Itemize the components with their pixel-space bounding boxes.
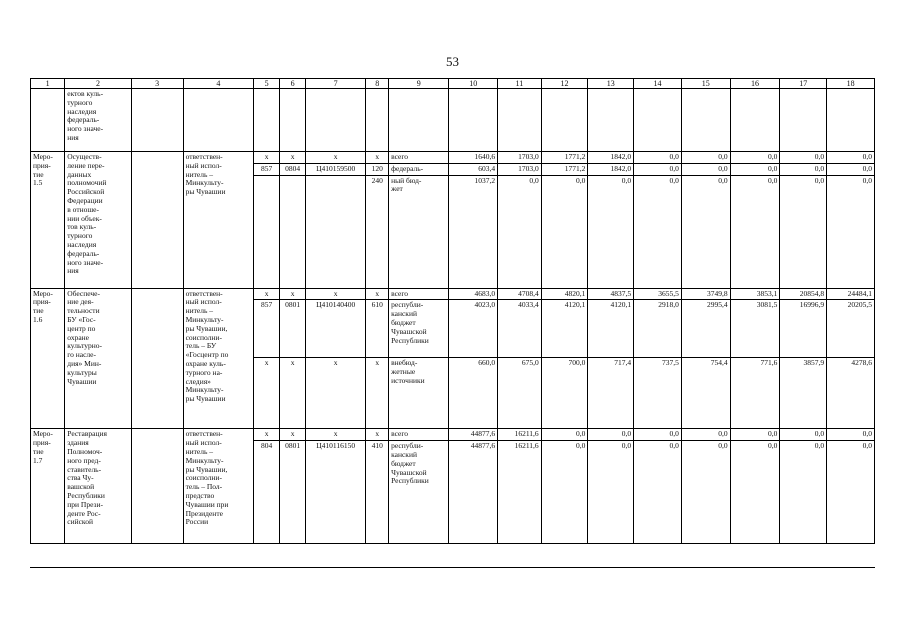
- code-col8: 240: [366, 175, 389, 288]
- header-col-11: 11: [498, 79, 542, 89]
- code-col7: [306, 175, 366, 288]
- amount-col10: 44877,6: [449, 429, 498, 441]
- amount-col11: 1703,0: [498, 163, 542, 175]
- funding-source: [389, 175, 449, 288]
- code-col6: 0801: [280, 300, 306, 358]
- text-line: тие: [33, 306, 44, 316]
- amount-col10: 660,0: [449, 358, 498, 429]
- text-line: ный испол-: [185, 160, 222, 170]
- budget-table: [30, 78, 875, 544]
- text-line: Осуществ-: [67, 152, 102, 161]
- amount-col16: 0,0: [730, 441, 780, 544]
- code-col8: 120: [366, 163, 389, 175]
- code-col5: x: [254, 429, 280, 441]
- cell-col8: [366, 89, 389, 152]
- amount-col13: 0,0: [588, 429, 634, 441]
- code-col6: 0801: [280, 441, 306, 544]
- code-col8: x: [366, 288, 389, 300]
- text-line: Минкульту-: [185, 178, 224, 188]
- code-col8: x: [366, 152, 389, 164]
- text-line: ние дея-: [67, 297, 94, 307]
- header-col-3: 3: [131, 79, 183, 89]
- amount-col11: 16211,6: [498, 429, 542, 441]
- header-col-9: 9: [389, 79, 449, 89]
- amount-col12: 4820,1: [541, 288, 588, 300]
- amount-col16: 3853,1: [730, 288, 780, 300]
- text-line: прия-: [33, 160, 51, 170]
- code-col5: 857: [254, 163, 280, 175]
- amount-col18: 20205,5: [827, 300, 875, 358]
- amount-col13: 0,0: [588, 175, 634, 288]
- amount-col16: 0,0: [730, 429, 780, 441]
- code-col5: 804: [254, 441, 280, 544]
- text-line: Реставрация: [67, 429, 107, 439]
- cell-col12: [541, 89, 588, 152]
- code-col5: x: [254, 358, 280, 429]
- text-line: охране: [67, 332, 89, 342]
- funding-source: [389, 163, 449, 175]
- text-line: наследия: [67, 106, 97, 116]
- text-line: ный испол-: [185, 297, 222, 307]
- amount-col12: 700,0: [541, 358, 588, 429]
- text-line: внебюд-: [391, 358, 418, 368]
- text-line: нитель –: [185, 169, 214, 179]
- text-line: турного: [67, 231, 93, 241]
- text-line: следия»: [185, 376, 211, 386]
- text-line: Обеспече-: [67, 288, 100, 298]
- cell-col9: [389, 89, 449, 152]
- text-line: всего: [391, 429, 408, 439]
- amount-col10: 1037,2: [449, 175, 498, 288]
- amount-col13: 1842,0: [588, 152, 634, 164]
- amount-col14: 3655,5: [634, 288, 682, 300]
- header-col-8: 8: [366, 79, 389, 89]
- responsible-executor: [183, 429, 254, 544]
- text-line: федераль-: [67, 115, 100, 125]
- measure-description: [65, 152, 131, 289]
- cell-col2: [65, 89, 131, 152]
- text-line: бюджет: [391, 317, 416, 327]
- amount-col12: 0,0: [541, 429, 588, 441]
- amount-col14: 0,0: [634, 175, 682, 288]
- text-line: соисполни-: [185, 332, 222, 342]
- table-row: [31, 429, 875, 441]
- text-line: сийской: [67, 517, 93, 527]
- amount-col11: 4033,4: [498, 300, 542, 358]
- header-col-18: 18: [827, 79, 875, 89]
- funding-source: [389, 300, 449, 358]
- amount-col10: 603,4: [449, 163, 498, 175]
- text-line: ление пере-: [67, 160, 105, 170]
- amount-col17: 0,0: [780, 163, 827, 175]
- amount-col16: 0,0: [730, 163, 780, 175]
- amount-col15: 0,0: [681, 152, 730, 164]
- text-line: культурно-: [67, 341, 103, 351]
- text-line: охране куль-: [185, 358, 226, 368]
- text-line: данных: [67, 169, 92, 179]
- text-line: бюджет: [391, 458, 416, 468]
- amount-col16: 771,6: [730, 358, 780, 429]
- text-line: республи-: [391, 300, 424, 310]
- text-line: тов куль-: [67, 222, 97, 232]
- text-line: ответствен-: [185, 152, 223, 161]
- code-col5: [254, 175, 280, 288]
- text-line: при Прези-: [67, 499, 103, 509]
- text-line: тельности: [67, 306, 100, 316]
- text-line: ного значе-: [67, 124, 104, 134]
- amount-col13: 717,4: [588, 358, 634, 429]
- amount-col15: 3749,8: [681, 288, 730, 300]
- amount-col14: 0,0: [634, 152, 682, 164]
- amount-col10: 4683,0: [449, 288, 498, 300]
- cell-col3: [131, 152, 183, 289]
- funding-source: [389, 441, 449, 544]
- text-line: «Госцентр по: [185, 350, 229, 360]
- header-col-2: 2: [65, 79, 131, 89]
- header-row: [31, 79, 875, 89]
- code-col5: x: [254, 152, 280, 164]
- header-col-13: 13: [588, 79, 634, 89]
- code-col7: Ц410159500: [306, 163, 366, 175]
- code-col7: Ц410140400: [306, 300, 366, 358]
- amount-col15: 0,0: [681, 429, 730, 441]
- amount-col17: 0,0: [780, 175, 827, 288]
- amount-col18: 0,0: [827, 163, 875, 175]
- text-line: турного: [67, 97, 93, 107]
- text-line: ры Чувашии: [185, 394, 226, 404]
- text-line: ный испол-: [185, 438, 222, 448]
- table-row: [31, 152, 875, 164]
- amount-col16: 0,0: [730, 175, 780, 288]
- text-line: здания: [67, 438, 89, 448]
- cell-col6: [280, 89, 306, 152]
- cell-col5: [254, 89, 280, 152]
- text-line: тие: [33, 169, 44, 179]
- text-line: культуры: [67, 367, 97, 377]
- amount-col12: 1771,2: [541, 163, 588, 175]
- amount-col15: 0,0: [681, 441, 730, 544]
- header-col-10: 10: [449, 79, 498, 89]
- text-line: ства Чу-: [67, 473, 94, 483]
- header-col-17: 17: [780, 79, 827, 89]
- cell-col3: [131, 288, 183, 429]
- text-line: нии объек-: [67, 213, 102, 223]
- header-col-7: 7: [306, 79, 366, 89]
- text-line: 1.5: [33, 178, 43, 188]
- amount-col17: 3857,9: [780, 358, 827, 429]
- text-line: прия-: [33, 438, 51, 448]
- header-col-12: 12: [541, 79, 588, 89]
- text-line: 1.6: [33, 314, 43, 324]
- text-line: ния: [67, 266, 79, 276]
- funding-source: [389, 152, 449, 164]
- code-col7: x: [306, 152, 366, 164]
- text-line: ного пред-: [67, 455, 101, 465]
- amount-col11: 675,0: [498, 358, 542, 429]
- cell-col11: [498, 89, 542, 152]
- code-col6: x: [280, 152, 306, 164]
- code-col7: x: [306, 358, 366, 429]
- text-line: тие: [33, 446, 44, 456]
- text-line: Чувашской: [391, 326, 427, 336]
- amount-col18: 0,0: [827, 175, 875, 288]
- amount-col12: 4120,1: [541, 300, 588, 358]
- amount-col16: 3081,5: [730, 300, 780, 358]
- header-col-14: 14: [634, 79, 682, 89]
- text-line: ный бюд-: [391, 175, 422, 185]
- header-col-16: 16: [730, 79, 780, 89]
- amount-col17: 20854,8: [780, 288, 827, 300]
- code-col7: x: [306, 288, 366, 300]
- amount-col17: 0,0: [780, 441, 827, 544]
- measure-number: [31, 429, 65, 544]
- amount-col18: 24484,1: [827, 288, 875, 300]
- text-line: ответствен-: [185, 429, 223, 439]
- code-col8: 610: [366, 300, 389, 358]
- cell-col13: [588, 89, 634, 152]
- amount-col17: 16996,9: [780, 300, 827, 358]
- amount-col11: 1703,0: [498, 152, 542, 164]
- text-line: канский: [391, 449, 417, 459]
- header-col-6: 6: [280, 79, 306, 89]
- text-line: жет: [391, 184, 403, 194]
- code-col7: Ц410116150: [306, 441, 366, 544]
- amount-col18: 0,0: [827, 441, 875, 544]
- amount-col15: 0,0: [681, 175, 730, 288]
- text-line: вашской: [67, 482, 95, 492]
- amount-col11: 4708,4: [498, 288, 542, 300]
- measure-description: [65, 288, 131, 429]
- text-line: Меро-: [33, 152, 53, 161]
- cell-col1: [31, 89, 65, 152]
- text-line: тель – БУ: [185, 341, 217, 351]
- text-line: тель – Пол-: [185, 482, 223, 492]
- amount-col13: 0,0: [588, 441, 634, 544]
- amount-col17: 0,0: [780, 429, 827, 441]
- amount-col10: 4023,0: [449, 300, 498, 358]
- text-line: ставитель-: [67, 464, 102, 474]
- text-line: канский: [391, 309, 417, 319]
- header-col-4: 4: [183, 79, 254, 89]
- amount-col17: 0,0: [780, 152, 827, 164]
- text-line: ры Чувашии: [185, 187, 226, 197]
- text-line: прия-: [33, 297, 51, 307]
- amount-col18: 0,0: [827, 429, 875, 441]
- text-line: федераль-: [391, 163, 424, 173]
- text-line: жетные: [391, 367, 416, 377]
- amount-col13: 4837,5: [588, 288, 634, 300]
- funding-source: [389, 429, 449, 441]
- text-line: Минкульту-: [185, 314, 224, 324]
- text-line: полномочий: [67, 178, 107, 188]
- text-line: денте Рос-: [67, 508, 101, 518]
- cell-col14: [634, 89, 682, 152]
- text-line: Чувашской: [391, 467, 427, 477]
- text-line: соисполни-: [185, 473, 222, 483]
- amount-col16: 0,0: [730, 152, 780, 164]
- amount-col13: 4120,1: [588, 300, 634, 358]
- text-line: Меро-: [33, 288, 53, 298]
- text-line: центр по: [67, 323, 96, 333]
- text-line: Республики: [391, 476, 429, 486]
- text-line: турного на-: [185, 367, 223, 377]
- text-line: ектов куль-: [67, 89, 104, 98]
- code-col6: x: [280, 429, 306, 441]
- cell-col4: [183, 89, 254, 152]
- cell-col3: [131, 89, 183, 152]
- text-line: России: [185, 517, 209, 527]
- page-number: 53: [446, 54, 459, 69]
- amount-col15: 754,4: [681, 358, 730, 429]
- text-line: дия» Мин-: [67, 358, 102, 368]
- amount-col14: 2918,0: [634, 300, 682, 358]
- code-col6: x: [280, 358, 306, 429]
- code-col6: [280, 175, 306, 288]
- text-line: Республики: [391, 335, 429, 345]
- text-line: источники: [391, 375, 425, 385]
- header-col-5: 5: [254, 79, 280, 89]
- amount-col10: 44877,6: [449, 441, 498, 544]
- measure-number: [31, 152, 65, 289]
- amount-col14: 0,0: [634, 441, 682, 544]
- text-line: ния: [67, 132, 79, 142]
- text-line: Президенте: [185, 508, 223, 518]
- text-line: наследия: [67, 239, 97, 249]
- funding-source: [389, 358, 449, 429]
- text-line: Федерации: [67, 195, 103, 205]
- text-line: нитель –: [185, 446, 214, 456]
- amount-col12: 0,0: [541, 175, 588, 288]
- text-line: Чувашии при: [185, 499, 229, 509]
- table-row: [31, 89, 875, 152]
- amount-col14: 737,5: [634, 358, 682, 429]
- text-line: ответствен-: [185, 288, 223, 298]
- table-bottom-rule: [30, 567, 875, 568]
- text-line: Минкульту-: [185, 455, 224, 465]
- text-line: предство: [185, 490, 215, 500]
- amount-col14: 0,0: [634, 163, 682, 175]
- table-row: [31, 288, 875, 300]
- text-line: Российской: [67, 187, 105, 197]
- amount-col13: 1842,0: [588, 163, 634, 175]
- funding-source: [389, 288, 449, 300]
- text-line: БУ «Гос-: [67, 314, 96, 324]
- code-col5: 857: [254, 300, 280, 358]
- cell-col18: [827, 89, 875, 152]
- text-line: всего: [391, 152, 408, 161]
- text-line: всего: [391, 288, 408, 298]
- text-line: Чувашии: [67, 376, 97, 386]
- amount-col11: 16211,6: [498, 441, 542, 544]
- amount-col15: 2995,4: [681, 300, 730, 358]
- code-col6: x: [280, 288, 306, 300]
- code-col6: 0804: [280, 163, 306, 175]
- text-line: ры Чувашии,: [185, 464, 228, 474]
- text-line: Полномоч-: [67, 446, 103, 456]
- code-col8: x: [366, 429, 389, 441]
- text-line: в отноше-: [67, 204, 99, 214]
- cell-col17: [780, 89, 827, 152]
- measure-number: [31, 288, 65, 429]
- code-col8: 410: [366, 441, 389, 544]
- text-line: федераль-: [67, 248, 100, 258]
- amount-col10: 1640,6: [449, 152, 498, 164]
- text-line: республи-: [391, 441, 424, 451]
- text-line: 1.7: [33, 455, 43, 465]
- measure-description: [65, 429, 131, 544]
- responsible-executor: [183, 288, 254, 429]
- text-line: ры Чувашии,: [185, 323, 228, 333]
- cell-col7: [306, 89, 366, 152]
- amount-col15: 0,0: [681, 163, 730, 175]
- cell-col15: [681, 89, 730, 152]
- text-line: Минкульту-: [185, 385, 224, 395]
- code-col8: x: [366, 358, 389, 429]
- text-line: нитель –: [185, 306, 214, 316]
- cell-col16: [730, 89, 780, 152]
- amount-col18: 4278,6: [827, 358, 875, 429]
- text-line: го насле-: [67, 350, 97, 360]
- cell-col10: [449, 89, 498, 152]
- amount-col14: 0,0: [634, 429, 682, 441]
- header-col-1: 1: [31, 79, 65, 89]
- amount-col12: 0,0: [541, 441, 588, 544]
- text-line: Меро-: [33, 429, 53, 439]
- text-line: ного значе-: [67, 257, 104, 267]
- code-col5: x: [254, 288, 280, 300]
- amount-col18: 0,0: [827, 152, 875, 164]
- header-col-15: 15: [681, 79, 730, 89]
- code-col7: x: [306, 429, 366, 441]
- cell-col3: [131, 429, 183, 544]
- responsible-executor: [183, 152, 254, 289]
- amount-col11: 0,0: [498, 175, 542, 288]
- amount-col12: 1771,2: [541, 152, 588, 164]
- text-line: Республики: [67, 490, 105, 500]
